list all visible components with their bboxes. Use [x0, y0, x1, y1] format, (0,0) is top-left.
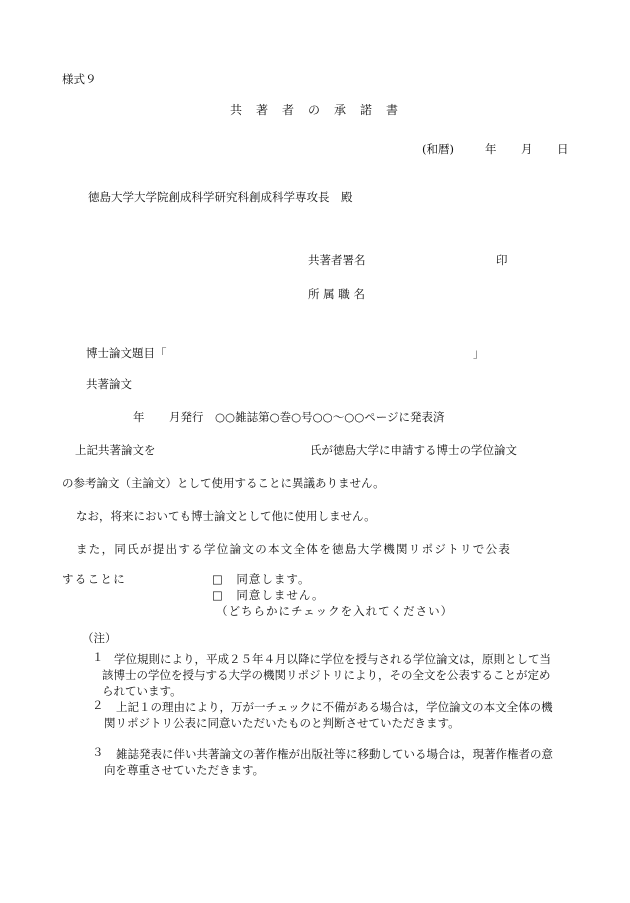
date-year: 年	[485, 142, 497, 156]
signature-label: 共著者署名	[308, 253, 366, 267]
checkbox-instruction: （どちらかにチェックを入れてください）	[216, 604, 454, 618]
notes-heading: （注）	[82, 631, 117, 645]
thesis-title-close: 」	[473, 346, 485, 360]
date-day: 日	[557, 142, 569, 156]
seal-mark: 印	[496, 253, 508, 267]
body-line1-a: 上記共著論文を	[75, 443, 156, 457]
body-line1-b: 氏が徳島大学に申請する博士の学位論文	[310, 443, 517, 457]
note-3-text: 雑誌発表に伴い共著論文の著作権が出版社等に移動している場合は，現著作権者の意向を尊重させていただきます。	[104, 747, 553, 777]
note-3-number: ３	[92, 745, 104, 759]
thesis-title-label: 博士論文題目「	[86, 346, 167, 360]
affiliation-label: 所 属 職 名	[308, 287, 365, 301]
addressee: 徳島大学大学院創成科学研究科創成科学専攻長 殿	[88, 190, 353, 204]
note-1-text: 学位規則により，平成２５年４月以降に学位を授与される学位論文は，原則として当該博士の学位を授与する大学の機関リポジトリにより，その全文を公表することが定められています。	[102, 652, 551, 698]
note-2-text: 上記１の理由により，万が一チェックに不備がある場合は，学位論文の本文全体の機関リポジトリ公表に同意いただいたものと判断させていただきます。	[104, 700, 553, 730]
date-month: 月	[521, 142, 533, 156]
agree-checkbox[interactable]: □ 同意します。	[212, 572, 311, 586]
body-line2: の参考論文（主論文）として使用することに異議ありません。	[62, 476, 385, 490]
date-era: (和暦)	[422, 142, 454, 156]
page-title: 共著者の承諾書	[230, 103, 413, 117]
form-number: 様式９	[62, 72, 97, 86]
coauthored-year: 年	[133, 410, 145, 424]
coauthored-issue: 月発行 ○○雑誌第○巻○号○○～○○ページに発表済	[169, 410, 445, 424]
body-line4: また，同氏が提出する学位論文の本文全体を徳島大学機関リポジトリで公表	[76, 542, 512, 556]
coauthored-label: 共著論文	[86, 377, 132, 391]
body-line3: なお，将来においても博士論文として他に使用しません。	[76, 509, 376, 523]
note-2-number: ２	[92, 698, 104, 712]
note-1-number: １	[92, 650, 104, 664]
body-line5: することに	[62, 572, 126, 586]
disagree-checkbox[interactable]: □ 同意しません。	[212, 588, 325, 602]
